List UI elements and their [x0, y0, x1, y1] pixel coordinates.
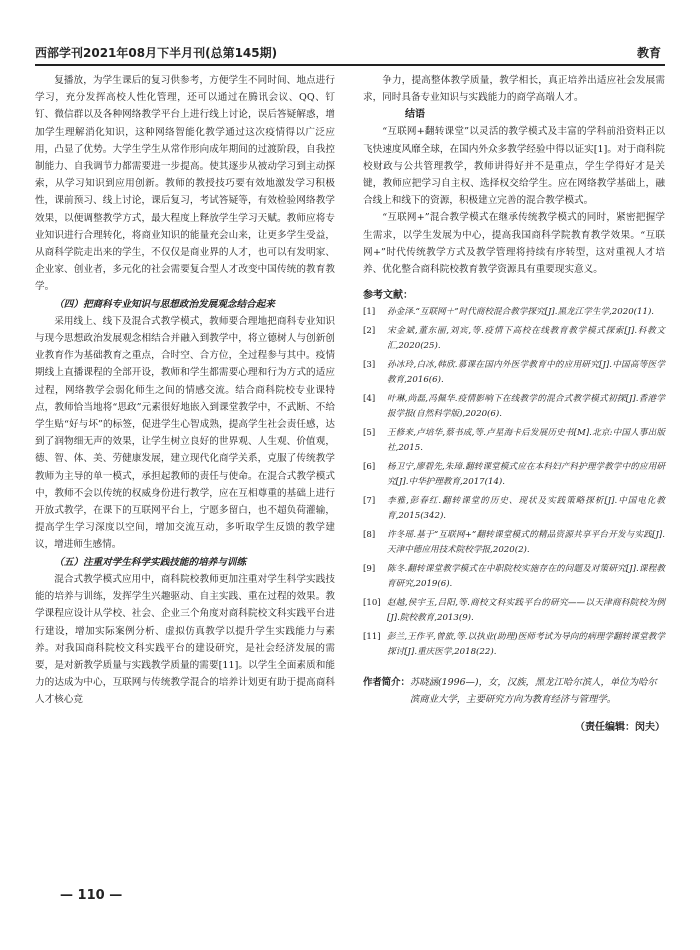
- page-number: — 110 —: [60, 888, 123, 903]
- reference-text: 陈冬.翻转课堂教学模式在中职院校实施存在的问题及对策研究[J].课程教育研究,2019(6).: [387, 564, 665, 590]
- reference-number: [2]: [363, 326, 376, 337]
- reference-number: [7]: [363, 496, 376, 507]
- reference-text: 宋金斌,董东丽,刘宾,等.疫情下高校在线教育教学模式探索[J].科教文汇,2020(25).: [387, 326, 665, 352]
- reference-text: 叶琳,尚磊,冯佩华.疫情影响下在线教学的混合式教学模式初探[J].香港学报学报(自然科学版),2020(6).: [387, 394, 665, 420]
- reference-item: [363, 494, 665, 524]
- reference-number: [10]: [363, 598, 381, 609]
- reference-number: [4]: [363, 394, 376, 405]
- journal-title: 西部学刊2021年08月下半月刊(总第145期): [35, 46, 278, 60]
- body-paragraph: “互联网+翻转课堂”以灵活的教学模式及丰富的学科前沿资料正以飞快速度风靡全球，在国内外众多教学经验中得以证实[1]。对于商科院校财政与公共管理教学，教师讲得好并不是重点，学生学得好才是关键，教师应把学习自主权、选择权交给学生。应在网络教学基础上，融合线上和线下的资源，积极建立完善的混合教学模式。: [363, 126, 665, 207]
- reference-item: [363, 305, 665, 320]
- reference-item: [363, 460, 665, 490]
- reference-item: [363, 596, 665, 626]
- reference-item: [363, 630, 665, 660]
- body-paragraph: “互联网+”混合教学模式在继承传统教学模式的同时，紧密把握学生需求，以学生发展为中心，提高我国商科学院教育教学效果。“互联网+”时代传统教学方式及教学管理将持续有序转型，这对重视人才培养、优化整合商科院校教育教学资源具有重要现实意义。: [363, 212, 665, 276]
- reference-number: [8]: [363, 530, 376, 541]
- reference-text: 李雅,彭春红.翻转课堂的历史、现状及实践策略探析[J].中国电化教育,2015(342).: [387, 496, 665, 522]
- reference-item: [363, 392, 665, 422]
- reference-number: [3]: [363, 360, 376, 371]
- section-label: 教育: [636, 46, 661, 60]
- reference-item: [363, 562, 665, 592]
- body-paragraph: 采用线上、线下及混合式教学模式，教师要合理地把商科专业知识与现今思想政治发展观念相结合并融入到教学中，将立德树人与创新创业教育作为基础教育之重点，合时空、合方位，全过程参与其中。疫情期线上直播课程的全部开设，教师和学生都需要心理和行为方式的适应过程，网络教学会弱化师生之间的情感交流。结合商科院校专业课特点，教师恰当地将“思政”元素很好地嵌入到课堂教学中，不武断、不给学生贴“好与坏”的标签，促进学生心智成熟，提高学生社会责任感，达到了润物细无声的效果，让学生树立良好的世界观、人生观、价值观，德、智、体、美、劳健康发展，建立现代化商学关系，克服了传统教学教师为主导的单一模式，承担起教师的责任与使命。在混合式教学模式中，教师不会以传统的权威身份进行教学，应在互相尊重的基础上进行开放式教学，在课下的互联网平台上，宁愿多留白，也不超负荷灌输，提高学生学习深度以空间，增加交流互动，多听取学生反馈的教学建议，增进师生感情。: [35, 315, 335, 551]
- conclusion-heading: 结语: [405, 109, 425, 121]
- reference-text: 杨卫宁,廖碧先,朱璋.翻转课堂模式应在本科妇产科护理学教学中的应用研究[J].中华护理教育,2017(14).: [387, 462, 665, 488]
- reference-item: [363, 426, 665, 456]
- subsection-heading: （五）注重对学生科学实践技能的培养与训练: [54, 556, 247, 568]
- left-column: [35, 72, 335, 709]
- reference-number: [11]: [363, 632, 381, 643]
- body-paragraph: 争力，提高整体教学质量，教学相长，真正培养出适应社会发展需求，同时具备专业知识与实践能力的商学高端人才。: [363, 75, 665, 104]
- reference-number: [9]: [363, 564, 376, 575]
- reference-list: [363, 305, 665, 660]
- reference-number: [6]: [363, 462, 376, 473]
- subsection-heading: （四）把商科专业知识与思想政治发展观念结合起来: [54, 298, 275, 310]
- author-label: 作者简介：: [363, 677, 410, 689]
- author-bio: [363, 674, 665, 708]
- reference-item: [363, 528, 665, 558]
- reference-item: [363, 324, 665, 354]
- reference-text: 许冬瑶.基于“互联网+”翻转课堂模式的精品资源共享平台开发与实践[J].天津中德应用技术院校学报,2020(2).: [387, 530, 665, 556]
- reference-number: [5]: [363, 428, 376, 439]
- body-paragraph: 混合式教学模式应用中，商科院校教师更加注重对学生科学实践技能的培养与训练，发挥学生兴趣驱动、自主实践、重在过程的效果。教学课程应设计从学校、社会、企业三个角度对商科院校文科实践平台进行建设，增加实际案例分析、虚拟仿真教学以提升学生实践能力与素养。对我国商科院校文科实践平台的建设研究，是社会经济发展的需要，是对新教学质量与实践教学质量的需要[11]。以学生全面素质和能力的达成为中心，互联网与传统教学混合的培养计划更有助于提高商科人才核心竞: [35, 573, 335, 706]
- reference-text: 赵越,侯宇玉,吕阳,等.商校文科实践平台的研究——以天津商科院校为例[J].院校教育,2013(9).: [387, 598, 665, 624]
- page-header: [35, 44, 665, 66]
- editor-credit: （责任编辑：闵夫）: [575, 722, 665, 734]
- reference-text: 王修来,卢培华,蔡书成,等.卢星海卡后发展历史书[M].北京:中国人事出版社,2015.: [387, 428, 665, 454]
- author-text: 苏晓涵(1996—)，女，汉族，黑龙江哈尔滨人，单位为哈尔滨商业大学，主要研究方向为教育经济与管理学。: [409, 677, 657, 706]
- reference-text: 孙金泽.“互联网＋”时代商校混合教学探究[J].黑龙江学生学,2020(11).: [387, 307, 655, 318]
- reference-number: [1]: [363, 307, 376, 318]
- references-title: 参考文献：: [363, 290, 413, 302]
- right-column: [363, 72, 665, 733]
- body-paragraph: 复播放，为学生课后的复习供参考，方便学生不同时间、地点进行学习，充分发挥高校人性化管理，还可以通过在腾讯会议、QQ、钉钉、微信群以及各种网络教学平台上进行线上讨论，误后答疑解惑，增加学生理解消化知识，这种网络智能化教学通过这次疫情得以广泛应用，凸显了优势。大学生学生从常作形向成年期间的过渡阶段，自我控制能力、自我调节力都需要进一步提高。使其逐步从被动学习到主动探索，从学习知识到应用创新。教师的教授技巧要有效地激发学习积极性，课前预习、线上讨论，课后复习，考试答疑等，有效检验网络教学效果，以便调整教学方式，最大程度上释放学生学习天赋。教师应将专业知识进行合理转化，将商业知识的能量充会山来，让更多学生受益，从商科学院走出来的学生，不仅仅是商业界的人才，也可以有发明家、企业家、创业者，多元化的社会需要复合型人才改变中国传统的教育教学。: [35, 75, 335, 293]
- reference-item: [363, 358, 665, 388]
- reference-text: 彭兰,王作平,曾旅,等.以执业(助理)医师考试为导向的病理学翻转课堂教学探讨[J].重庆医学,2018(22).: [387, 632, 665, 658]
- reference-text: 孙冰玲,白冰,韩欣.慕课在国内外医学教育中的应用研究[J].中国高等医学教育,2016(6).: [387, 360, 665, 386]
